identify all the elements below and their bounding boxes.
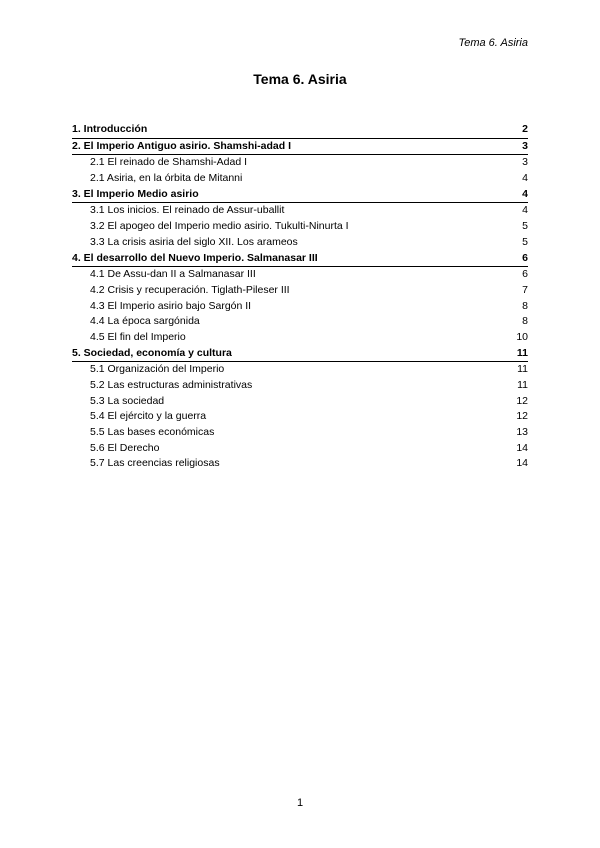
toc-entry-title: 5.4 El ejército y la guerra	[90, 410, 207, 423]
toc-entry-title: 5.5 Las bases económicas	[90, 426, 215, 439]
toc-section-entry	[72, 409, 528, 425]
toc-entry-page-number: 11	[517, 363, 528, 376]
toc-entry-title: 3.1 Los inicios. El reinado de Assur-uballit	[90, 204, 285, 217]
toc-chapter-entry	[72, 122, 528, 139]
toc-entry-page-number: 13	[516, 426, 528, 439]
toc-section-entry	[72, 155, 528, 171]
toc-entry-title: 2. El Imperio Antiguo asirio. Shamshi-adad I	[72, 139, 291, 152]
toc-entry-title: 3.2 El apogeo del Imperio medio asirio. Tukulti-Ninurta I	[90, 220, 349, 233]
toc-section-entry	[72, 456, 528, 472]
toc-section-entry	[72, 330, 528, 346]
toc-section-entry	[72, 283, 528, 299]
toc-entry-title: 2.1 Asiria, en la órbita de Mitanni	[90, 172, 243, 185]
toc-chapter-entry	[72, 346, 528, 363]
running-header: Tema 6. Asiria	[458, 37, 528, 49]
toc-entry-title: 4.5 El fin del Imperio	[90, 330, 186, 343]
toc-chapter-entry	[72, 139, 528, 156]
toc-entry-title: 4.1 De Assu-dan II a Salmanasar III	[90, 268, 256, 281]
toc-section-entry	[72, 171, 528, 187]
toc-entry-title: 4.2 Crisis y recuperación. Tiglath-Pileser III	[90, 283, 290, 296]
toc-entry-page-number: 5	[522, 220, 528, 233]
page-number: 1	[296, 797, 304, 809]
toc-entry-title: 1. Introducción	[72, 123, 148, 135]
toc-entry-page-number: 4	[522, 187, 528, 200]
toc-entry-page-number: 3	[522, 139, 528, 152]
toc-section-entry	[72, 314, 528, 330]
toc-entry-title: 5.6 El Derecho	[90, 441, 160, 454]
toc-section-entry	[72, 394, 528, 410]
toc-entry-title: 5.3 La sociedad	[90, 394, 165, 407]
toc-section-entry	[72, 235, 528, 251]
toc-entry-page-number: 10	[516, 330, 528, 343]
toc-entry-title: 5.2 Las estructuras administrativas	[90, 379, 253, 391]
toc-section-entry	[72, 219, 528, 235]
toc-entry-title: 4.3 El Imperio asirio bajo Sargón II	[90, 299, 252, 312]
toc-entry-title: 3.3 La crisis asiria del siglo XII. Los arameos	[90, 235, 298, 248]
toc-section-entry	[72, 267, 528, 283]
toc-entry-page-number: 3	[522, 156, 528, 169]
toc-entry-page-number: 8	[522, 299, 528, 312]
toc-section-entry	[72, 441, 528, 457]
toc-chapter-entry	[72, 187, 528, 204]
toc-section-entry	[72, 362, 528, 378]
toc-entry-title: 4.4 La época sargónida	[90, 315, 200, 328]
table-of-contents	[72, 122, 528, 472]
toc-entry-page-number: 12	[516, 394, 528, 407]
toc-entry-page-number: 6	[522, 251, 528, 264]
toc-entry-page-number: 11	[516, 346, 528, 359]
toc-entry-page-number: 2	[522, 123, 528, 135]
toc-entry-page-number: 14	[516, 457, 528, 470]
toc-entry-page-number: 11	[517, 379, 528, 391]
toc-entry-page-number: 7	[522, 283, 528, 296]
toc-entry-page-number: 5	[522, 235, 528, 248]
toc-entry-title: 5. Sociedad, economía y cultura	[72, 346, 232, 359]
toc-section-entry	[72, 378, 528, 394]
toc-section-entry	[72, 425, 528, 441]
toc-chapter-entry	[72, 251, 528, 268]
document-title: Tema 6. Asiria	[253, 71, 347, 87]
toc-entry-title: 2.1 El reinado de Shamshi-Adad I	[90, 156, 248, 169]
toc-section-entry	[72, 203, 528, 219]
toc-entry-title: 5.7 Las creencias religiosas	[90, 457, 220, 470]
toc-section-entry	[72, 299, 528, 315]
toc-entry-page-number: 12	[516, 410, 528, 423]
toc-entry-title: 5.1 Organización del Imperio	[90, 363, 225, 376]
toc-entry-page-number: 4	[522, 204, 528, 217]
toc-entry-page-number: 4	[522, 172, 528, 185]
toc-entry-page-number: 8	[522, 315, 528, 328]
toc-entry-page-number: 14	[516, 441, 528, 454]
toc-entry-page-number: 6	[522, 268, 528, 281]
toc-entry-title: 4. El desarrollo del Nuevo Imperio. Salmanasar III	[72, 251, 318, 264]
toc-entry-title: 3. El Imperio Medio asirio	[72, 187, 199, 200]
